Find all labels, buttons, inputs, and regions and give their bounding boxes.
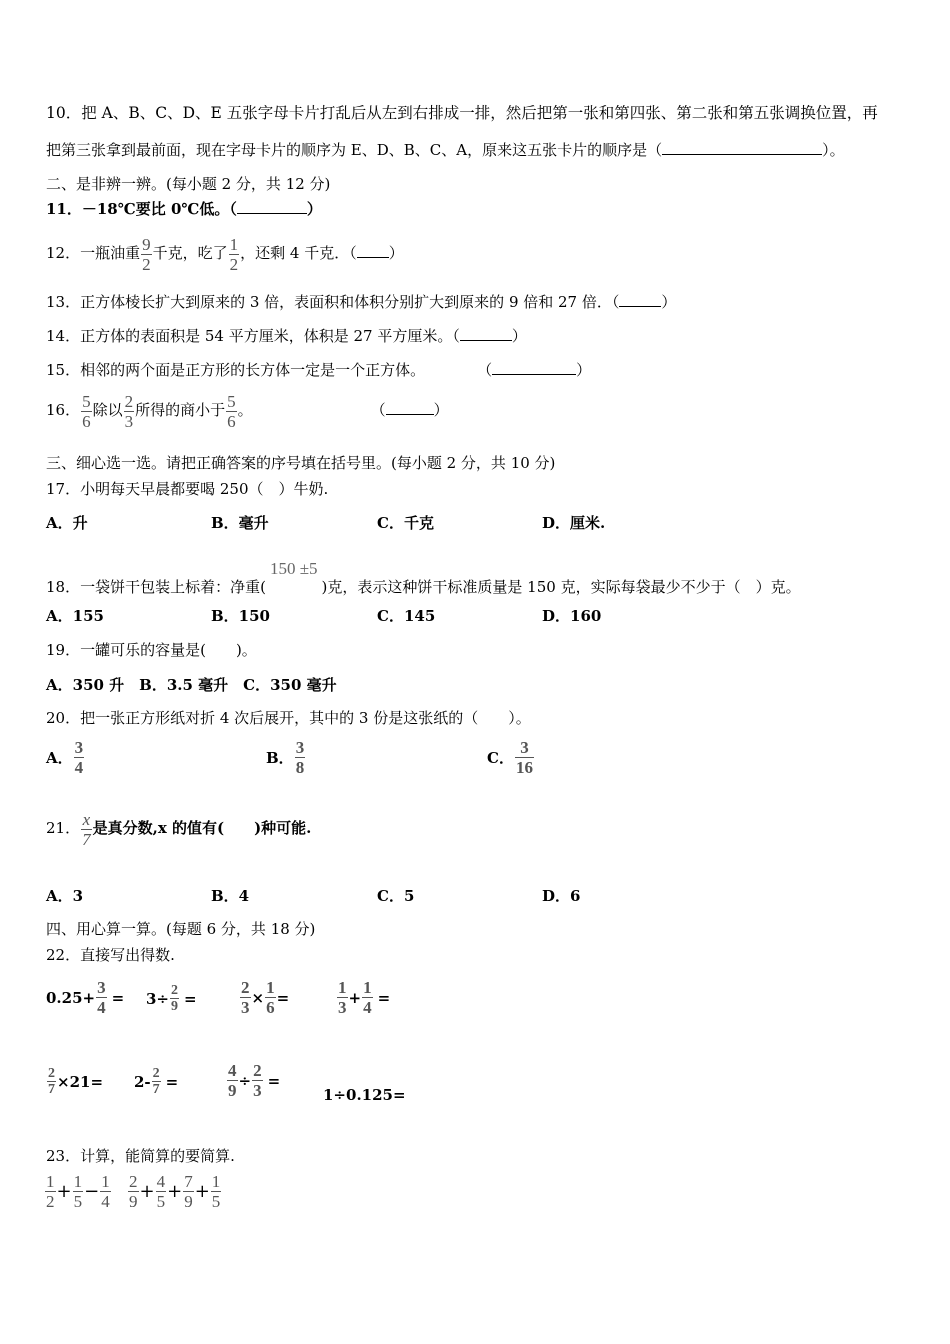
q18-tolerance: 150 ±5 (269, 559, 318, 578)
fraction: $\frac{2}{3}$ (253, 1061, 262, 1100)
q10-answer-blank[interactable] (662, 140, 822, 155)
q18-option-c[interactable]: C．145 (377, 607, 436, 625)
q11-text: 11．－18℃要比 0℃低。（ (46, 200, 237, 218)
q16-text-b: 除以 (92, 401, 123, 419)
q13-close: ） (661, 293, 677, 311)
q21-option-b[interactable]: B．4 (211, 887, 250, 905)
q19-text: 19．一罐可乐的容量是( )。 (46, 641, 257, 659)
fraction: $\frac{5}{6}$ (227, 391, 236, 431)
q14-text: 14．正方体的表面积是 54 平方厘米，体积是 27 平方厘米。（ (46, 327, 460, 345)
q18-option-d[interactable]: D．160 (542, 607, 602, 625)
q10-text: 把第三张拿到最前面，现在字母卡片的顺序为 E、D、B、C、A，原来这五张卡片的顺序是（ (46, 141, 663, 159)
fraction: $\frac{1}{2}$ (229, 234, 239, 274)
q10-line1: 10．把 A、B、C、D、E 五张字母卡片打乱后从左到右排成一排，然后把第一张和第四张、第二张和第五张调换位置，再 (46, 104, 878, 122)
q18 (46, 548, 801, 608)
q16 (46, 388, 449, 432)
q19-options[interactable]: A．350 升 B．3.5 毫升 C．350 毫升 (46, 676, 337, 694)
q12 (46, 230, 404, 276)
section-4-heading: 四、用心算一算。(每题 6 分，共 18 分) (46, 920, 316, 938)
fraction: $\frac{5}{6}$ (82, 391, 91, 431)
q20-option-c[interactable]: C． $\frac{3}{16}$ (487, 738, 533, 777)
q15 (46, 360, 591, 380)
q11-answer-blank[interactable] (237, 199, 307, 214)
q17-option-d[interactable]: D．厘米. (542, 514, 606, 532)
q16-close: ） (433, 401, 449, 419)
fraction: $\frac{3}{16}$ (515, 738, 533, 777)
fraction: $\frac{4}{9}$ (228, 1061, 237, 1100)
q22-expr-2: 3÷ $\frac{2}{9}$ = (146, 983, 197, 1014)
fraction: $\frac{1}{5}$ (211, 1172, 221, 1211)
q15-open: （ (477, 361, 493, 379)
fraction: $\frac{3}{4}$ (97, 978, 106, 1017)
q21-num: 21． (46, 819, 81, 837)
q22-expr-8: 1÷0.125= (323, 1086, 406, 1104)
fraction: $\frac{2}{3}$ (124, 391, 134, 431)
fraction: $\frac{9}{2}$ (142, 234, 151, 274)
fraction: $\frac{x}{7}$ (82, 809, 91, 849)
q18-text-b: )克，表示这种饼干标准质量是 150 克，实际每袋最少不少于（ ）克。 (321, 578, 801, 596)
q18-text-a: 18．一袋饼干包装上标着：净重( (46, 578, 266, 596)
section-3-heading: 三、细心选一选。请把正确答案的序号填在括号里。(每小题 2 分，共 10 分) (46, 454, 556, 472)
fraction: $\frac{3}{8}$ (295, 738, 305, 777)
q22-expr-3: $\frac{2}{3}$ × $\frac{1}{6}$ = (241, 978, 290, 1017)
fraction: $\frac{1}{5}$ (73, 1172, 83, 1211)
q12-text-c: ，还剩 4 千克．（ (240, 244, 357, 262)
q23-expr-2: $\frac{2}{9}$ + $\frac{4}{5}$ + $\frac{7}{9}$ + $\frac{1}{5}$ (129, 1172, 221, 1211)
q22-expr-5: $\frac{2}{7}$ ×21= (48, 1066, 104, 1097)
q14-close: ） (511, 327, 527, 345)
fraction: $\frac{7}{9}$ (184, 1172, 193, 1211)
q15-close: ） (576, 361, 592, 379)
q20-text: 20．把一张正方形纸对折 4 次后展开，其中的 3 份是这张纸的（ ）。 (46, 709, 531, 727)
q20-option-a[interactable]: A． $\frac{3}{4}$ (46, 738, 84, 777)
fraction: $\frac{2}{7}$ (152, 1066, 160, 1097)
q16-text-c: 所得的商小于 (135, 401, 226, 419)
q22-expr-6: 2- $\frac{2}{7}$ = (134, 1066, 179, 1097)
q10-close: ）。 (822, 141, 845, 159)
q14 (46, 326, 527, 346)
q10-line2 (46, 140, 845, 160)
q12-answer-blank[interactable] (357, 243, 389, 258)
q22-expr-1: 0.25+ $\frac{3}{4}$ = (46, 978, 125, 1017)
q21 (46, 805, 311, 851)
q21-option-d[interactable]: D．6 (542, 887, 581, 905)
fraction: $\frac{2}{9}$ (171, 983, 179, 1014)
q17-option-a[interactable]: A．升 (46, 514, 88, 532)
q15-text: 15．相邻的两个面是正方形的长方体一定是一个正方体。 (46, 361, 426, 379)
q16-answer-blank[interactable] (386, 400, 434, 415)
q21-option-a[interactable]: A．3 (46, 887, 84, 905)
q12-text-a: 12．一瓶油重 (46, 244, 141, 262)
fraction: $\frac{1}{4}$ (101, 1172, 110, 1211)
q18-option-a[interactable]: A．155 (46, 607, 104, 625)
q11-close: ） (306, 200, 322, 218)
q12-close: ） (388, 244, 404, 262)
fraction: $\frac{1}{6}$ (266, 978, 275, 1017)
fraction: $\frac{2}{7}$ (48, 1066, 55, 1097)
q17-text: 17．小明每天早晨都要喝 250（ ）牛奶. (46, 480, 329, 498)
q15-answer-blank[interactable] (492, 360, 576, 375)
q17-option-b[interactable]: B．毫升 (211, 514, 269, 532)
fraction: $\frac{2}{3}$ (241, 978, 250, 1017)
fraction: $\frac{1}{2}$ (46, 1172, 55, 1211)
q13-text: 13．正方体棱长扩大到原来的 3 倍，表面积和体积分别扩大到原来的 9 倍和 27 倍．（ (46, 293, 620, 311)
q18-option-b[interactable]: B．150 (211, 607, 270, 625)
q13-answer-blank[interactable] (619, 292, 661, 307)
q23-expr-1: $\frac{1}{2}$ + $\frac{1}{5}$ − $\frac{1}{4}$ (46, 1172, 110, 1211)
q22-expr-4: $\frac{1}{3}$ + $\frac{1}{4}$ = (338, 978, 391, 1017)
q16-num: 16． (46, 401, 81, 419)
q21-text: 是真分数,x 的值有( )种可能. (92, 819, 312, 837)
q12-text-b: 千克，吃了 (152, 244, 228, 262)
q11 (46, 199, 322, 219)
q14-answer-blank[interactable] (460, 326, 512, 341)
fraction: $\frac{1}{4}$ (363, 978, 372, 1017)
q16-period: 。 (237, 401, 253, 419)
section-2-heading: 二、是非辨一辨。(每小题 2 分，共 12 分) (46, 175, 331, 193)
fraction: $\frac{3}{4}$ (74, 738, 84, 777)
fraction: $\frac{2}{9}$ (129, 1172, 138, 1211)
q22-expr-7: $\frac{4}{9}$ ÷ $\frac{2}{3}$ = (228, 1061, 281, 1100)
fraction: $\frac{1}{3}$ (338, 978, 347, 1017)
fraction: $\frac{4}{5}$ (156, 1172, 166, 1211)
q13 (46, 292, 676, 312)
q17-option-c[interactable]: C．千克 (377, 514, 434, 532)
q20-option-b[interactable]: B． $\frac{3}{8}$ (266, 738, 305, 777)
q23-text: 23．计算，能简算的要简算. (46, 1147, 235, 1165)
q21-option-c[interactable]: C．5 (377, 887, 415, 905)
q22-text: 22．直接写出得数. (46, 946, 175, 964)
q16-open: （ (370, 401, 386, 419)
